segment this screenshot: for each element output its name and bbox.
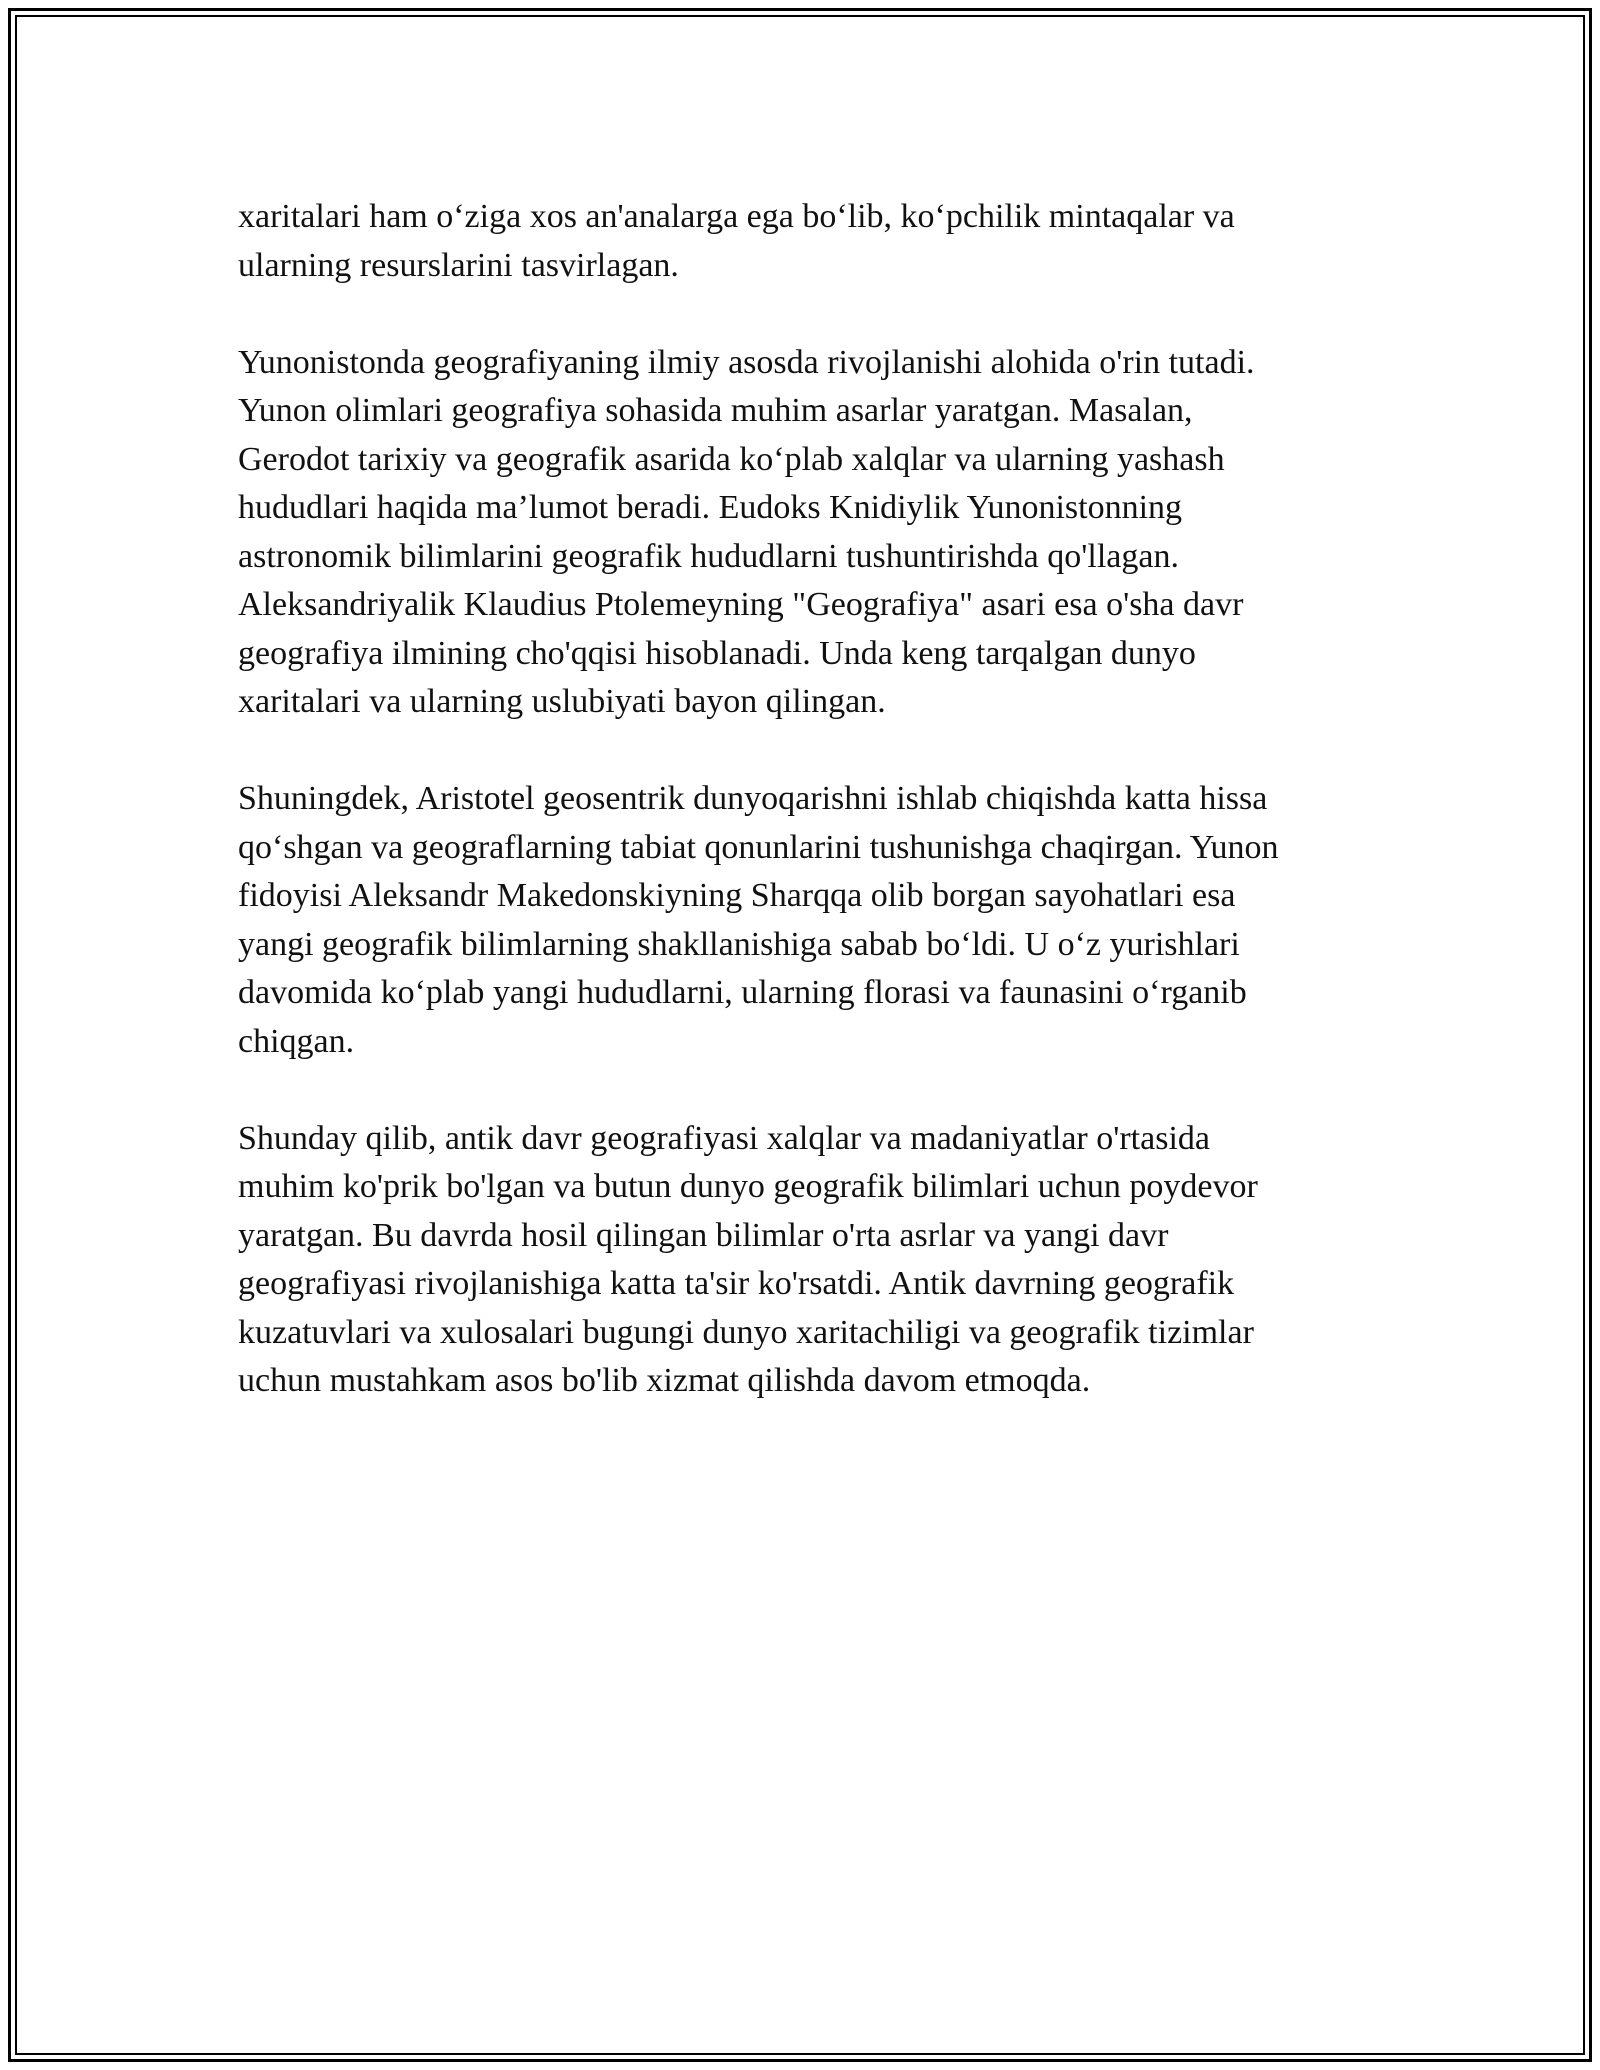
text-line: Yunonistonda geografiyaning ilmiy asosda rivojlanishi alohida o'rin tutadi. <box>238 343 1255 381</box>
document-body <box>238 193 1408 1454</box>
text-line: geografiyasi rivojlanishiga katta ta'sir ko'rsatdi. Antik davrning geografik <box>238 1265 1235 1302</box>
text-line: kuzatuvlari va xulosalari bugungi dunyo xaritachiligi va geografik tizimlar <box>238 1313 1254 1351</box>
text-line: ularning resurslarini tasvirlagan. <box>238 246 679 284</box>
text-line: Shunday qilib, antik davr geografiyasi xalqlar va madaniyatlar o'rtasida <box>238 1119 1210 1157</box>
text-line: chiqgan. <box>238 1022 355 1060</box>
paragraph-1 <box>238 193 1408 290</box>
text-line: qo‘shgan va geograflarning tabiat qonunlarini tushunishga chaqirgan. Yunon <box>238 828 1279 866</box>
text-line: xaritalari va ularning uslubiyati bayon qilingan. <box>238 683 886 720</box>
text-line: Gerodot tarixiy va geografik asarida ko‘plab xalqlar va ularning yashash <box>238 440 1225 478</box>
text-line: hududlari haqida ma’lumot beradi. Eudoks Knidiylik Yunonistonning <box>238 489 1183 526</box>
text-line: davomida ko‘plab yangi hududlarni, ularning florasi va faunasini o‘rganib <box>238 974 1247 1011</box>
paragraph-2 <box>238 339 1408 727</box>
text-line: Yunon olimlari geografiya sohasida muhim asarlar yaratgan. Masalan, <box>238 392 1193 429</box>
text-line: Aleksandriyalik Klaudius Ptolemeyning "Geografiya" asari esa o'sha davr <box>238 586 1244 623</box>
text-line: uchun mustahkam asos bo'lib xizmat qilishda davom etmoqda. <box>238 1362 1091 1399</box>
text-line: yaratgan. Bu davrda hosil qilingan bilimlar o'rta asrlar va yangi davr <box>238 1216 1169 1254</box>
text-line: geografiya ilmining cho'qqisi hisoblanadi. Unda keng tarqalgan dunyo <box>238 634 1196 672</box>
text-line: fidoyisi Aleksandr Makedonskiyning Sharqqa olib borgan sayohatlari esa <box>238 877 1236 914</box>
text-line: xaritalari ham o‘ziga xos an'analarga ega bo‘lib, ko‘pchilik mintaqalar va <box>238 198 1235 235</box>
paragraph-4 <box>238 1115 1408 1406</box>
text-line: yangi geografik bilimlarning shakllanishiga sabab bo‘ldi. U o‘z yurishlari <box>238 925 1240 963</box>
text-line: muhim ko'prik bo'lgan va butun dunyo geografik bilimlari uchun poydevor <box>238 1168 1258 1205</box>
text-line: Shuningdek, Aristotel geosentrik dunyoqarishni ishlab chiqishda katta hissa <box>238 780 1268 817</box>
paragraph-3 <box>238 775 1408 1066</box>
page-frame <box>8 8 1592 2062</box>
text-line: astronomik bilimlarini geografik hududlarni tushuntirishda qo'llagan. <box>238 537 1179 575</box>
